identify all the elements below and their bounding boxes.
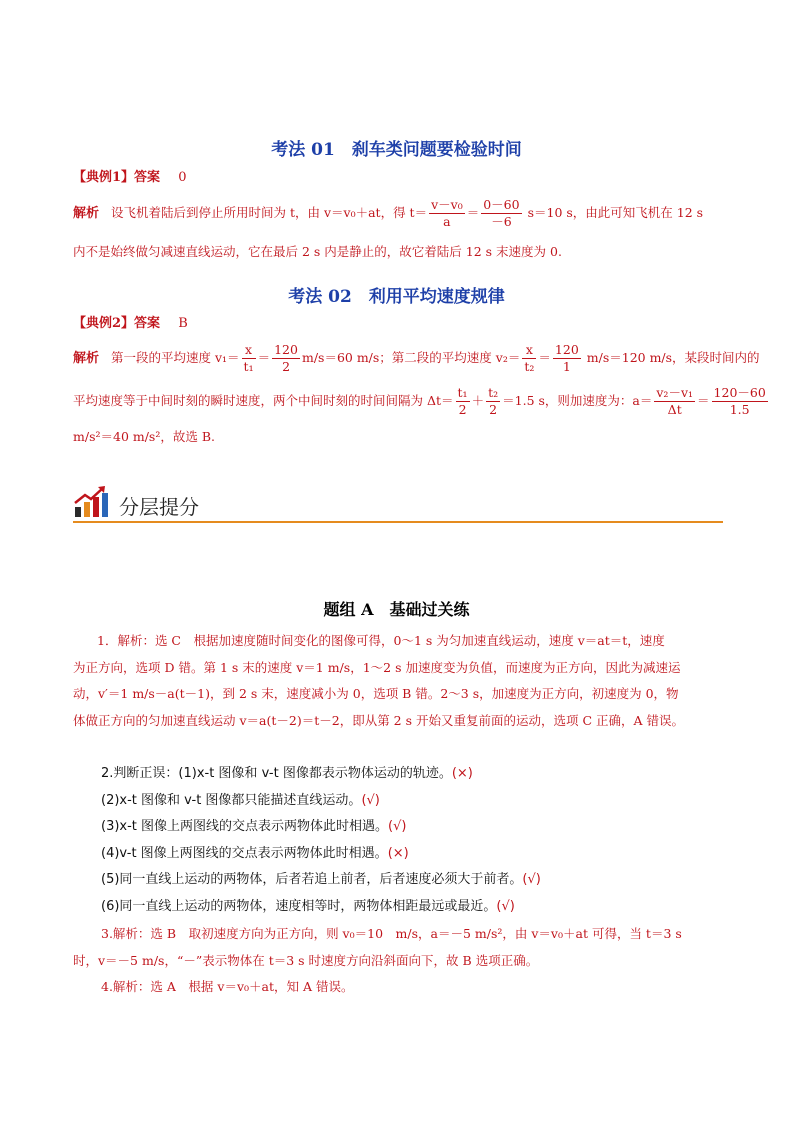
fraction-numerator: v－v₀ <box>431 197 463 212</box>
answer-value: 0 <box>178 170 187 185</box>
judgement-text: (5)同一直线上运动的两物体，后者若追上前者，后者速度必须大于前者。 <box>101 872 523 887</box>
fraction <box>486 385 500 418</box>
question-1-line: 1．解析：选 C 根据加速度随时间变化的图像可得，0～1 s 为匀加速直线运动，速度 v＝at＝t，速度 <box>97 633 665 648</box>
method-01-title: 考法 01 刹车类问题要检验时间 <box>271 140 522 160</box>
section-divider <box>73 521 723 523</box>
judgement-text: (6)同一直线上运动的两物体，速度相等时，两物体相距最远或最近。 <box>101 898 497 914</box>
analysis-text: m/s＝120 m/s，某段时间内的 <box>586 350 760 365</box>
fraction <box>553 342 581 375</box>
judgement-mark: (×) <box>451 766 473 781</box>
judgement-mark: (√) <box>522 872 541 887</box>
analysis-label: 解析 <box>73 206 100 221</box>
analysis-text: 平均速度等于中间时刻的瞬时速度，两个中间时刻的时间间隔为 Δt＝ <box>73 393 454 408</box>
equals-sign: ＝ <box>697 393 710 408</box>
question-3-line: 3.解析：选 B 取初速度方向为正方向，则 v₀＝10 m/s，a＝－5 m/s²，由 v＝v₀＋at 可得，当 t＝3 s <box>101 926 682 941</box>
fraction-denominator: 2 <box>489 402 498 417</box>
fraction-numerator: 120 <box>554 342 579 357</box>
method-02-title: 考法 02 利用平均速度规律 <box>288 287 505 307</box>
judgement-item <box>101 841 541 868</box>
question-3-analysis <box>73 921 682 974</box>
analysis-text: ＝1.5 s，则加速度为：a＝ <box>502 393 653 408</box>
question-1-line: 体做正方向的匀加速直线运动 v＝a(t－2)＝t－2，即从第 2 s 开始又重复前面的运动，选项 C 正确，A 错误。 <box>73 712 684 728</box>
plus-sign: ＋ <box>471 393 485 408</box>
fraction-numerator: t₂ <box>488 385 499 400</box>
judgement-mark: (×) <box>387 845 409 861</box>
fraction <box>272 342 300 375</box>
analysis-text: m/s＝60 m/s；第二段的平均速度 v₂＝ <box>301 350 521 365</box>
section-title: 分层提分 <box>119 495 199 519</box>
fraction <box>242 342 256 375</box>
analysis-text: s＝10 s，由此可知飞机在 12 s <box>527 205 704 220</box>
example-1-tag: 【典例1】 <box>73 170 135 185</box>
fraction-numerator: 120 <box>274 342 298 357</box>
fraction-denominator: 2 <box>458 402 467 417</box>
fraction-denominator: 2 <box>282 359 291 374</box>
judgement-text: (3)x-t 图像上两图线的交点表示两物体此时相遇。 <box>101 819 389 834</box>
bar-chart-arrow-icon <box>73 485 109 523</box>
fraction-denominator: a <box>443 214 451 229</box>
analysis-text: 设飞机着陆后到停止所用时间为 t，由 v＝v₀＋at，得 t＝ <box>111 205 428 220</box>
equals-sign: ＝ <box>257 350 271 365</box>
section-header <box>73 485 723 525</box>
question-1-analysis <box>73 628 684 734</box>
judgement-item <box>101 867 541 894</box>
judgement-item <box>101 814 541 841</box>
judgement-item <box>101 788 541 815</box>
fraction-numerator: v₂－v₁ <box>656 385 694 400</box>
analysis-text: 第一段的平均速度 v₁＝ <box>111 350 240 365</box>
fraction <box>456 385 470 418</box>
fraction-numerator: x <box>242 342 256 359</box>
fraction <box>481 197 521 230</box>
fraction-denominator: t₁ <box>243 359 254 374</box>
fraction <box>712 385 768 418</box>
fraction <box>522 342 536 375</box>
judgement-mark: (√) <box>388 819 407 834</box>
answer-value: B <box>178 316 188 331</box>
example-2-analysis-line-1 <box>73 342 760 375</box>
judgement-item <box>101 761 541 788</box>
fraction-denominator: －6 <box>491 214 512 229</box>
fraction-denominator: Δt <box>667 402 682 417</box>
fraction <box>429 197 465 230</box>
example-1-answer-row <box>73 166 186 185</box>
analysis-label: 解析 <box>73 351 100 366</box>
fraction-denominator: 1 <box>562 359 571 374</box>
fraction-numerator: 0－60 <box>483 197 520 212</box>
example-2-tag: 【典例2】 <box>73 316 135 331</box>
answer-label: 答案 <box>134 316 161 331</box>
question-1-line: 动，v′＝1 m/s－a(t－1)，到 2 s 末，速度减小为 0，选项 B 错。2～3 s，加速度为正方向，初速度为 0，物 <box>73 686 679 701</box>
judgement-mark: (√) <box>361 792 380 808</box>
fraction-denominator: 1.5 <box>729 402 750 417</box>
example-2-answer-row <box>73 312 188 331</box>
judgement-list <box>101 761 541 920</box>
example-1-analysis-line-1 <box>73 197 703 230</box>
judgement-text: (4)v-t 图像上两图线的交点表示两物体此时相遇。 <box>101 845 388 861</box>
example-2-analysis-line-2 <box>73 385 770 418</box>
answer-label: 答案 <box>134 170 161 185</box>
judgement-text: (2)x-t 图像和 v-t 图像都只能描述直线运动。 <box>101 792 362 808</box>
question-3-line: 时，v＝－5 m/s，“－”表示物体在 t＝3 s 时速度方向沿斜面向下，故 B 选项正确。 <box>73 952 539 968</box>
fraction-numerator: 120－60 <box>713 385 766 400</box>
fraction-numerator: x <box>522 342 536 359</box>
fraction-numerator: t₁ <box>457 385 468 400</box>
fraction <box>654 385 695 418</box>
judgement-mark: (√) <box>496 898 515 914</box>
example-2-analysis-line-3: m/s²＝40 m/s²，故选 B. <box>73 429 215 444</box>
equals-sign: ＝ <box>538 350 551 365</box>
example-1-analysis-line-2: 内不是始终做匀减速直线运动，它在最后 2 s 内是静止的，故它着陆后 12 s 末速度为 0. <box>73 244 562 259</box>
question-4-analysis: 4.解析：选 A 根据 v＝v₀＋at，知 A 错误。 <box>101 979 354 994</box>
group-a-title: 题组 A 基础过关练 <box>323 600 470 619</box>
judgement-item <box>101 894 541 921</box>
question-1-line: 为正方向，选项 D 错。第 1 s 末的速度 v＝1 m/s，1～2 s 加速度变为负值，而速度为正方向，因此为减速运 <box>73 659 681 675</box>
fraction-denominator: t₂ <box>524 359 535 374</box>
judgement-text: 2.判断正误：(1)x-t 图像和 v-t 图像都表示物体运动的轨迹。 <box>101 766 452 781</box>
equals-sign: ＝ <box>466 205 480 220</box>
